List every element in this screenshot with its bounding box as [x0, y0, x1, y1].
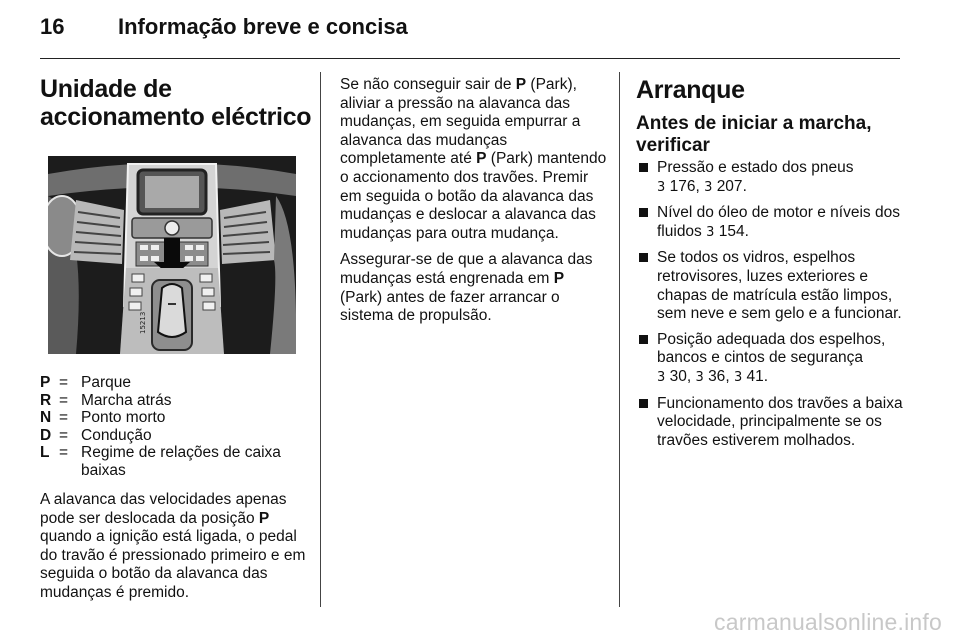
page-number: 16 [40, 14, 65, 39]
column-2 [340, 76, 610, 334]
gear-selector-illustration [48, 156, 296, 354]
list-item: Posição adequada dos espelhos, bancos e cintos de segurança 3 30, 3 36, 3 41. [636, 331, 904, 388]
bullet-icon [639, 335, 648, 344]
checklist [636, 159, 904, 450]
legend-row-n: N = Ponto morto [40, 409, 166, 426]
list-item: Funcionamento dos travões a baixa velocidade, principalmente se os travões estiverem molhados. [636, 395, 904, 451]
subsection-title-before-driving: Antes de iniciar a marcha, verificar [636, 113, 872, 156]
legend-row-p: P = Parque [40, 374, 131, 391]
center-console-drawing [48, 156, 296, 354]
page-ref-icon: 3 [704, 179, 713, 195]
list-item: Se todos os vidros, espelhos retrovisores, luzes exteriores e chapas de matrícula estão limpos, sem neve e sem gelo e a funcionar. [636, 249, 904, 323]
bullet-icon [639, 399, 648, 408]
list-item: Pressão e estado dos pneus 3 176, 3 207. [636, 159, 904, 197]
legend-row-r: R = Marcha atrás [40, 391, 172, 409]
column-1 [40, 75, 312, 131]
header-rule [40, 58, 900, 59]
watermark: carmanualsonline.info [714, 609, 942, 635]
paragraph-text: A alavanca das velocidades apenas pode ser deslocada da posição P quando a ignição está ligada, o pedal do travão é pressionado primeiro e em seguida o botão da alavanca das mudanças é premido. [40, 491, 306, 601]
page-ref-icon: 3 [695, 369, 704, 385]
section-title-electric-drive: Unidade de accionamento eléctrico [40, 75, 312, 131]
park-engaged-paragraph: Assegurar-se de que a alavanca das mudanças está engrenada em P (Park) antes de fazer arrancar o sistema de propulsão. [340, 251, 593, 325]
page-ref-icon: 3 [657, 179, 666, 195]
park-release-paragraph: Se não conseguir sair de P (Park), aliviar a pressão na alavanca das mudanças, em seguida empurrar a alavanca das mudanças completamente até P (Park) mantendo o accionamento dos travões. Premir em seguida o botão da alavanca das mudanças e deslocar a alavanca das mudanças para outra mudança. [340, 76, 607, 242]
page-ref-icon: 3 [733, 369, 743, 385]
gear-positions-legend [40, 374, 312, 479]
legend-row-l: L = Regime de relações de caixa baixas [40, 444, 281, 479]
running-title: Informação breve e concisa [118, 14, 408, 39]
gear-lever-paragraph [40, 491, 312, 611]
column-divider-1 [320, 72, 321, 607]
illustration-code: 15213 [139, 311, 147, 334]
bullet-icon [639, 208, 648, 217]
page-ref-icon: 3 [657, 369, 666, 385]
bullet-icon [639, 163, 648, 172]
list-item: Nível do óleo de motor e níveis dos fluidos 3 154. [636, 204, 904, 242]
bullet-icon [639, 253, 648, 262]
column-divider-2 [619, 72, 620, 607]
page-ref-icon: 3 [706, 224, 715, 240]
column-3 [636, 76, 904, 457]
section-title-start: Arranque [636, 76, 745, 104]
legend-row-d: D = Condução [40, 426, 152, 444]
